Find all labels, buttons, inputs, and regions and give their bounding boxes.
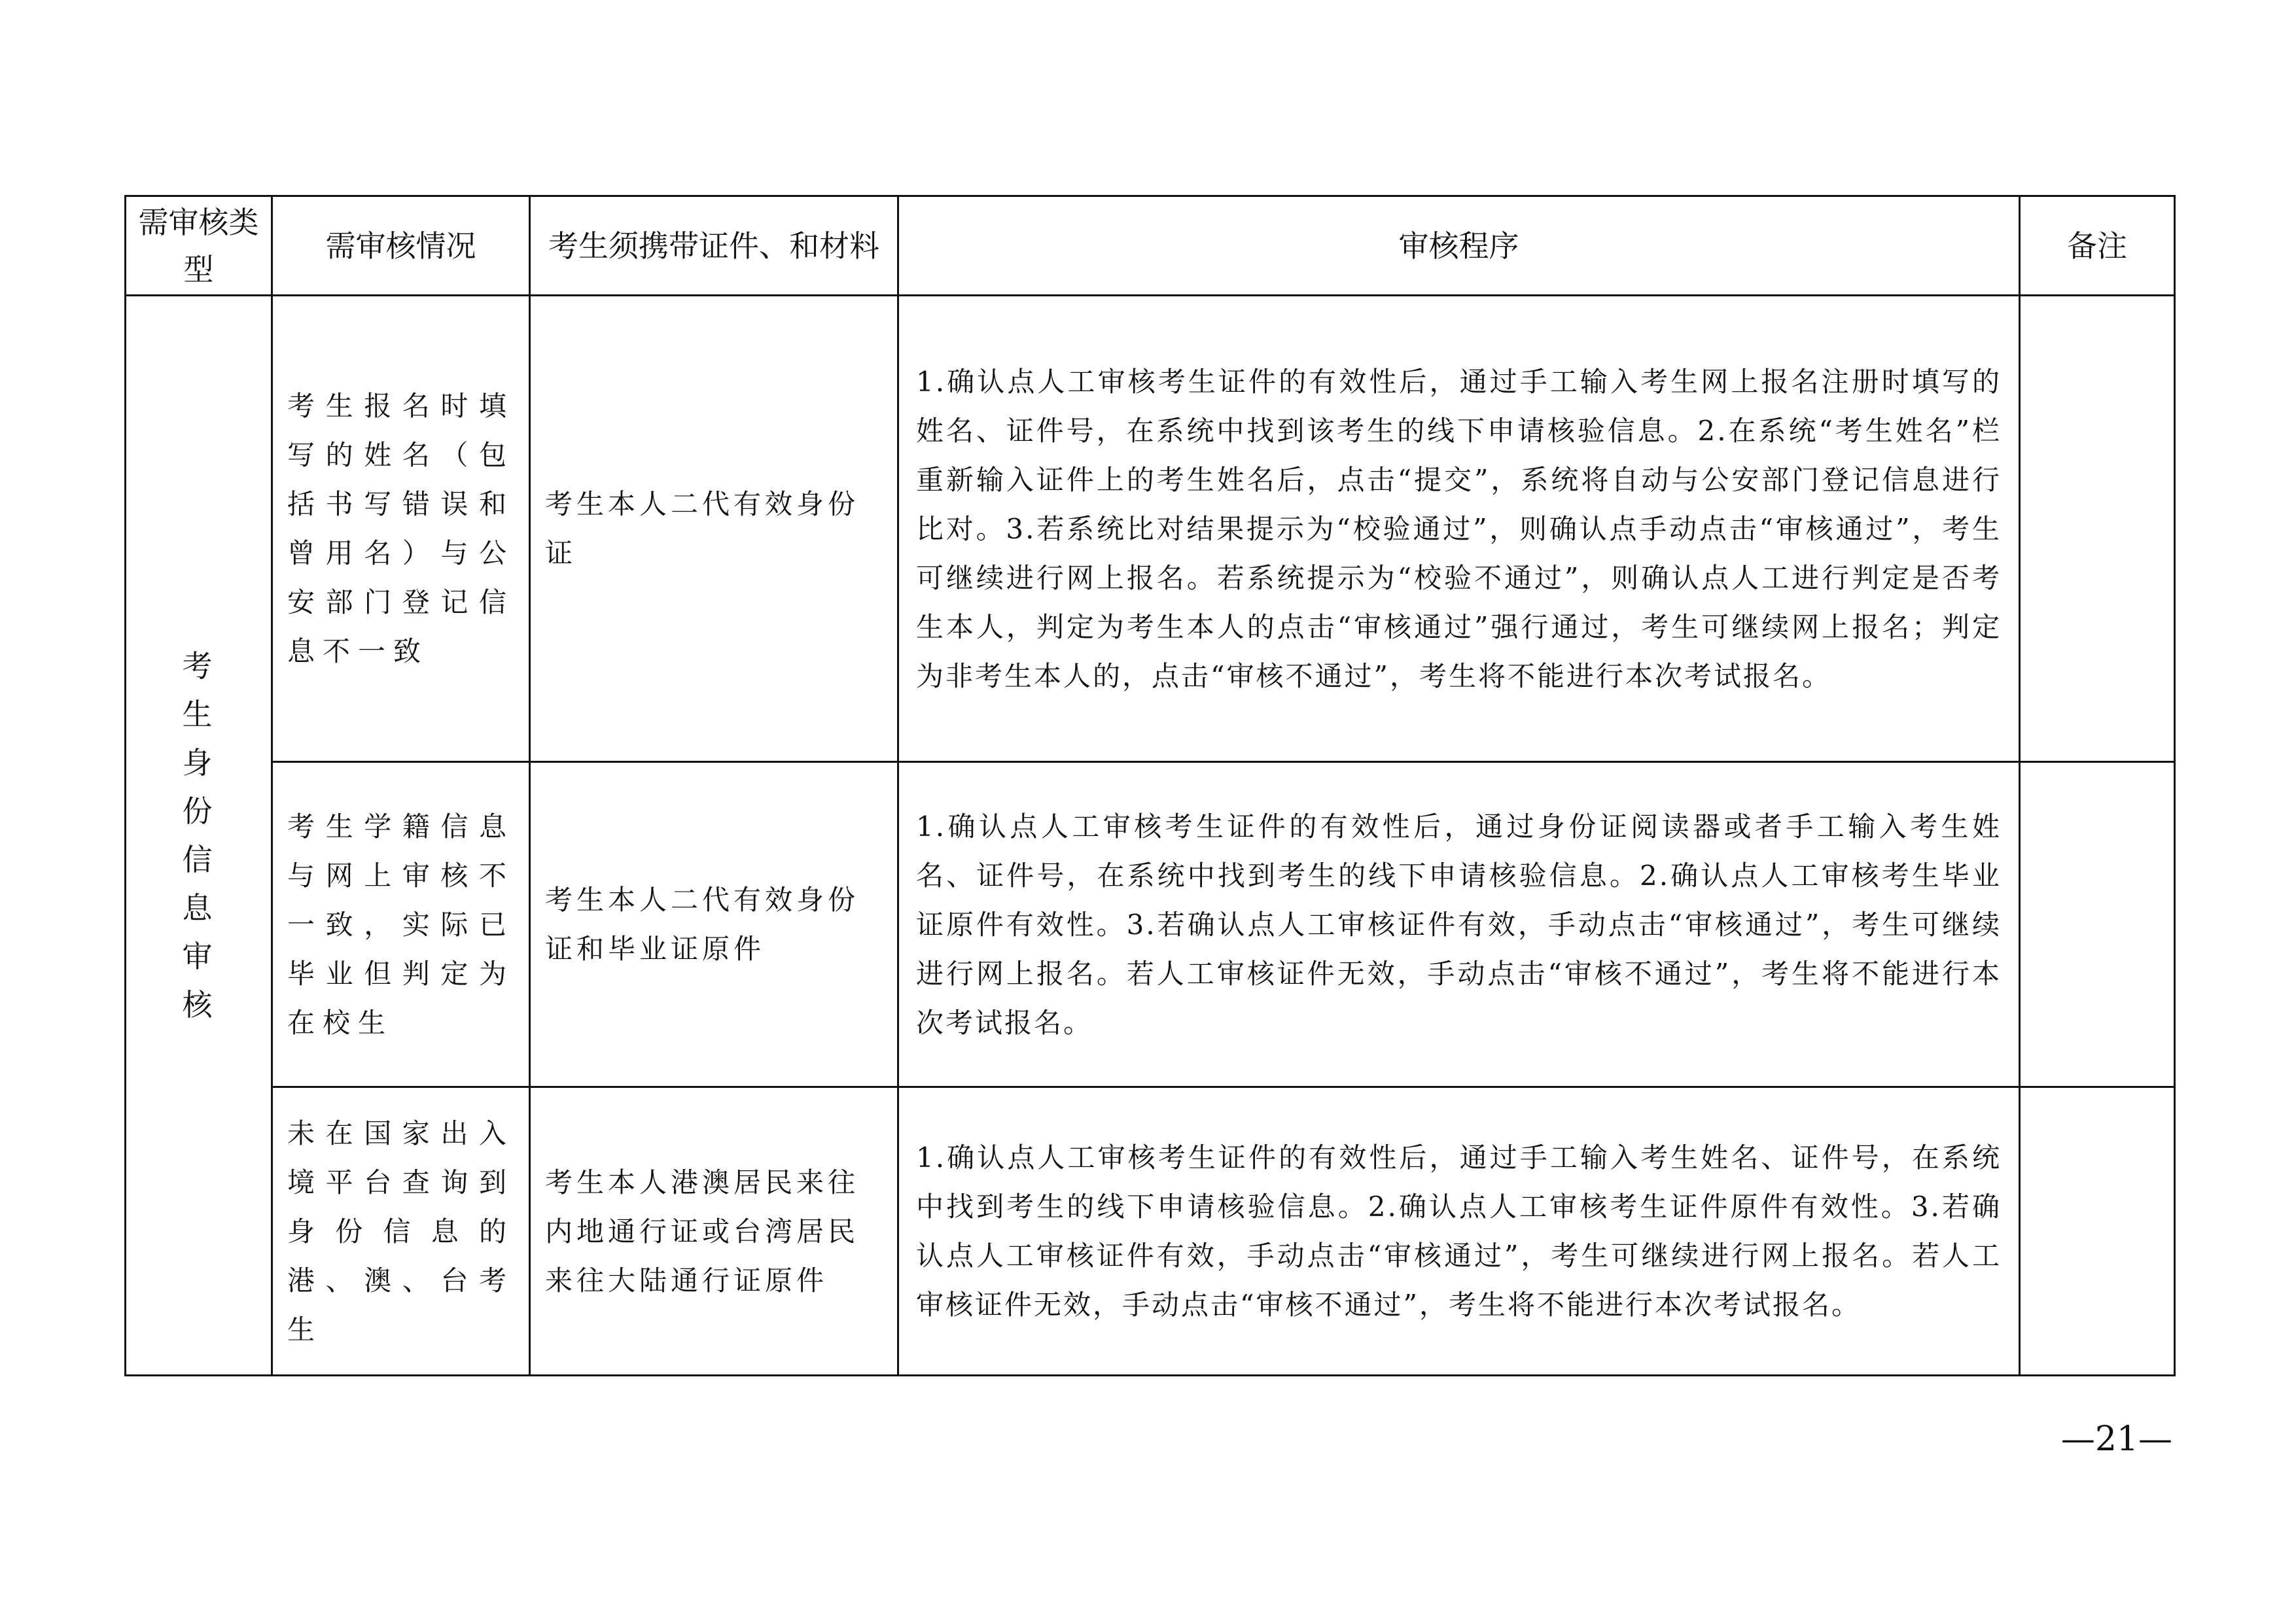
note-cell (2020, 762, 2175, 1087)
procedure-cell (898, 762, 2020, 1087)
situation-cell (272, 762, 530, 1087)
situation-cell (272, 296, 530, 762)
header-review-type: 需审核类型 (126, 196, 272, 296)
materials-text: 考生本人港澳居民来往内地通行证或台湾居民来往大陆通行证原件 (545, 1166, 860, 1297)
procedure-text: 1.确认点人工审核考生证件的有效性后，通过手工输入考生网上报名注册时填写的姓名、证件号，在系统中找到该考生的线下申请核验信息。2.在系统“考生姓名”栏重新输入证件上的考生姓名后，点击“提交”，系统将自动与公安部门登记信息进行比对。3.若系统比对结果提示为“校验通过”，则确认点手动点击“审核通过”，考生可继续进行网上报名。若系统提示为“校验不通过”，则确认点人工进行判定是否考生本人，判定为考生本人的点击“审核通过”强行通过，考生可继续网上报名；判定为非考生本人的，点击“审核不通过”，考生将不能进行本次考试报名。 (916, 365, 2002, 692)
materials-cell (530, 296, 898, 762)
table-row (126, 1087, 2175, 1376)
review-type-label: 考生身份信息审核 (182, 648, 215, 1022)
materials-text: 考生本人二代有效身份证 (545, 488, 860, 569)
note-cell (2020, 1087, 2175, 1376)
materials-cell (530, 1087, 898, 1376)
table-header-row (126, 196, 2175, 296)
header-required-materials: 考生须携带证件、和材料 (530, 196, 898, 296)
materials-text: 考生本人二代有效身份证和毕业证原件 (545, 884, 860, 965)
table-row (126, 762, 2175, 1087)
note-cell (2020, 296, 2175, 762)
page-number: —21— (2060, 1420, 2172, 1459)
header-review-procedure: 审核程序 (898, 196, 2020, 296)
table-row (126, 296, 2175, 762)
materials-cell (530, 762, 898, 1087)
situation-cell (272, 1087, 530, 1376)
procedure-text: 1.确认点人工审核考生证件的有效性后，通过手工输入考生姓名、证件号，在系统中找到考生的线下申请核验信息。2.确认点人工审核考生证件原件有效性。3.若确认点人工审核证件有效，手动点击“审核通过”，考生可继续进行网上报名。若人工审核证件无效，手动点击“审核不通过”，考生将不能进行本次考试报名。 (916, 1142, 2002, 1321)
header-notes: 备注 (2020, 196, 2175, 296)
procedure-cell (898, 1087, 2020, 1376)
header-review-situation: 需审核情况 (272, 196, 530, 296)
audit-procedure-table (124, 195, 2176, 1376)
situation-text: 未在国家出入境平台查询到身份信息的港、澳、台考生 (287, 1117, 514, 1346)
situation-text: 考生报名时填写的姓名（包括书写错误和曾用名）与公安部门登记信息不一致 (287, 390, 514, 667)
review-type-cell (126, 296, 272, 1376)
situation-text: 考生学籍信息与网上审核不一致，实际已毕业但判定为在校生 (287, 810, 514, 1039)
procedure-cell (898, 296, 2020, 762)
procedure-text: 1.确认点人工审核考生证件的有效性后，通过身份证阅读器或者手工输入考生姓名、证件号，在系统中找到考生的线下申请核验信息。2.确认点人工审核考生毕业证原件有效性。3.若确认点人工审核证件有效，手动点击“审核通过”，考生可继续进行网上报名。若人工审核证件无效，手动点击“审核不通过”，考生将不能进行本次考试报名。 (916, 810, 2002, 1039)
